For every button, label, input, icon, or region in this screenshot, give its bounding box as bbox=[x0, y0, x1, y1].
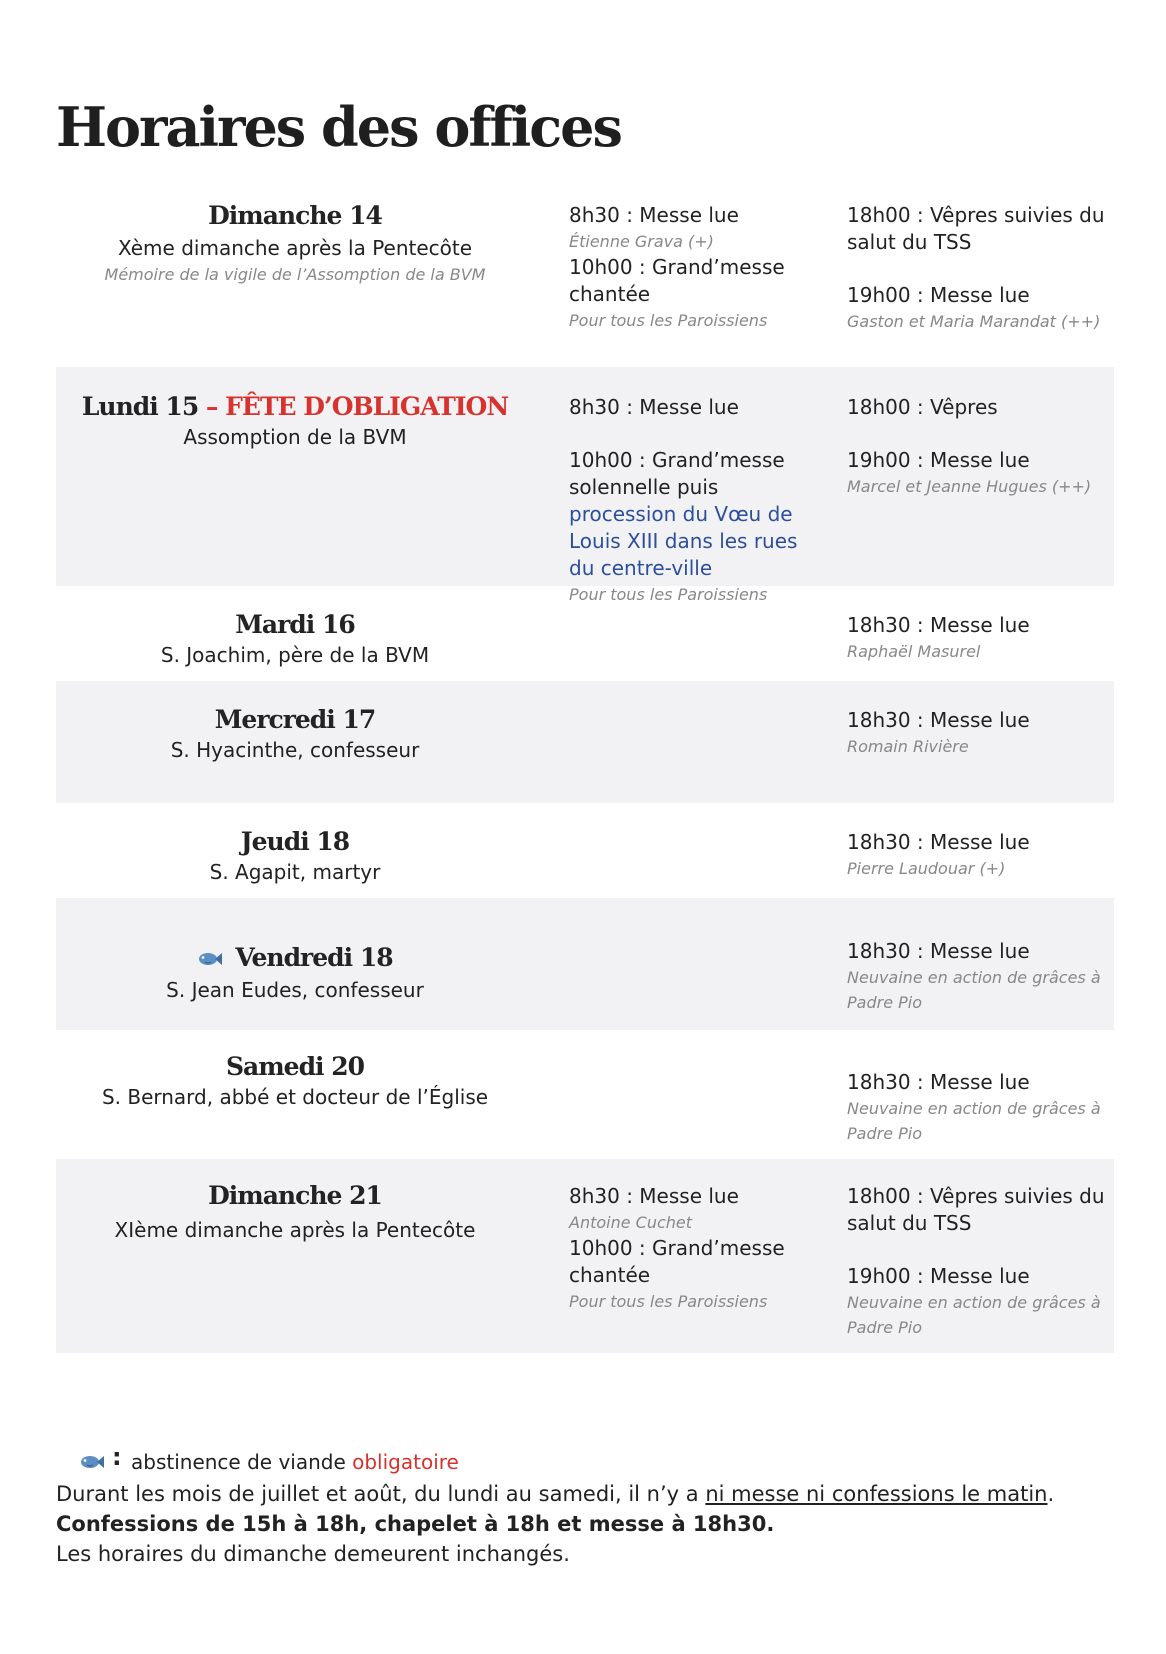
day-feast: S. Hyacinthe, confesseur bbox=[170, 738, 420, 762]
service-time: 8h30 : Messe lue bbox=[569, 395, 739, 419]
service-time: 18h00 : Vêpres bbox=[847, 395, 998, 419]
service-time: 19h00 : Messe lue bbox=[847, 1264, 1030, 1288]
day-name-line bbox=[56, 391, 534, 423]
schedule-row-mardi-16 bbox=[56, 586, 1114, 681]
morning-services bbox=[569, 394, 829, 607]
service-time: 18h30 : Messe lue bbox=[847, 939, 1030, 963]
page-title: Horaires des offices bbox=[56, 95, 621, 159]
confessions-notice: Confessions de 15h à 18h, chapelet à 18h et messe à 18h30. bbox=[56, 1512, 775, 1536]
mass-intention: Marcel et Jeanne Hugues (++) bbox=[847, 477, 1092, 496]
mass-intention: Antoine Cuchet bbox=[569, 1213, 693, 1232]
evening-services bbox=[847, 829, 1109, 881]
summer-notice bbox=[56, 1479, 1116, 1509]
day-name: Samedi 20 bbox=[225, 1052, 365, 1081]
day-name: Dimanche 14 bbox=[208, 201, 382, 230]
legend-colon: : bbox=[112, 1443, 122, 1471]
evening-services bbox=[847, 394, 1109, 499]
schedule-table bbox=[56, 200, 1114, 1353]
morning-services bbox=[569, 202, 829, 333]
day-name: Mercredi 17 bbox=[214, 705, 376, 734]
mass-intention: Neuvaine en action de grâces à Padre Pio bbox=[847, 1099, 1101, 1143]
legend-highlight: obligatoire bbox=[352, 1450, 459, 1474]
mass-intention: Neuvaine en action de grâces à Padre Pio bbox=[847, 1293, 1101, 1337]
mass-intention: Pour tous les Paroissiens bbox=[569, 1292, 768, 1311]
day-feast: S. Bernard, abbé et docteur de l’Église bbox=[101, 1085, 489, 1109]
day-feast: S. Jean Eudes, confesseur bbox=[166, 977, 424, 1002]
abstinence-legend bbox=[56, 1445, 1116, 1479]
mass-intention: Romain Rivière bbox=[847, 737, 969, 756]
procession-highlight: procession du Vœu de Louis XIII dans les rues du centre-ville bbox=[569, 502, 798, 580]
service-time: 19h00 : Messe lue bbox=[847, 283, 1030, 307]
service-time: 10h00 : Grand’messe solennelle puis bbox=[569, 448, 785, 499]
day-feast: XIème dimanche après la Pentecôte bbox=[114, 1218, 476, 1242]
schedule-row-dimanche-21 bbox=[56, 1159, 1114, 1353]
fish-icon bbox=[79, 1449, 105, 1479]
mass-intention: Gaston et Maria Marandat (++) bbox=[847, 312, 1101, 331]
mass-intention: Raphaël Masurel bbox=[847, 642, 981, 661]
day-name: Vendredi 18 bbox=[235, 943, 393, 972]
evening-services bbox=[847, 1183, 1109, 1340]
mass-intention: Étienne Grava (+) bbox=[569, 232, 714, 251]
service-time: 18h30 : Messe lue bbox=[847, 613, 1030, 637]
legend-text-line bbox=[131, 1447, 459, 1477]
footer-notes bbox=[56, 1445, 1116, 1569]
schedule-row-dimanche-14 bbox=[56, 200, 1114, 367]
fish-icon bbox=[197, 944, 223, 976]
day-name: Jeudi 18 bbox=[240, 827, 350, 856]
service-time: 10h00 : Grand’messe chantée bbox=[569, 1236, 785, 1287]
service-time: 18h00 : Vêpres suivies du salut du TSS bbox=[847, 1184, 1105, 1235]
day-feast: S. Joachim, père de la BVM bbox=[160, 643, 430, 667]
service-time: 18h30 : Messe lue bbox=[847, 1070, 1030, 1094]
legend-text: abstinence de viande bbox=[131, 1450, 346, 1474]
obligation-label: FÊTE D’OBLIGATION bbox=[225, 392, 509, 421]
day-name: Mardi 16 bbox=[235, 610, 355, 639]
mass-intention: Pour tous les Paroissiens bbox=[569, 585, 768, 604]
schedule-row-samedi-20 bbox=[56, 1030, 1114, 1159]
evening-services bbox=[847, 202, 1109, 334]
day-feast: Assomption de la BVM bbox=[183, 425, 407, 449]
mass-intention: Neuvaine en action de grâces à Padre Pio bbox=[847, 968, 1101, 1012]
day-name: Dimanche 21 bbox=[208, 1181, 382, 1210]
mass-intention: Pour tous les Paroissiens bbox=[569, 311, 768, 330]
service-time: 8h30 : Messe lue bbox=[569, 1184, 739, 1208]
morning-services bbox=[569, 1183, 829, 1314]
evening-services bbox=[847, 938, 1109, 1015]
service-time: 19h00 : Messe lue bbox=[847, 448, 1030, 472]
mass-intention: Pierre Laudouar (+) bbox=[847, 859, 1006, 878]
service-time: 8h30 : Messe lue bbox=[569, 203, 739, 227]
service-time: 18h30 : Messe lue bbox=[847, 708, 1030, 732]
day-name-line bbox=[56, 942, 534, 976]
day-separator: – bbox=[198, 392, 226, 421]
day-note: Mémoire de la vigile de l’Assomption de la BVM bbox=[104, 265, 486, 284]
evening-services bbox=[847, 707, 1109, 759]
summer-notice-text: Durant les mois de juillet et août, du lundi au samedi, il n’y a bbox=[56, 1482, 699, 1506]
evening-services bbox=[847, 612, 1109, 664]
evening-services bbox=[847, 1069, 1109, 1146]
day-feast: Xème dimanche après la Pentecôte bbox=[117, 236, 473, 260]
day-feast: S. Agapit, martyr bbox=[209, 860, 381, 884]
summer-notice-end: . bbox=[1047, 1482, 1055, 1506]
sunday-notice: Les horaires du dimanche demeurent inchangés. bbox=[56, 1542, 570, 1566]
summer-notice-underline: ni messe ni confessions le matin bbox=[705, 1482, 1048, 1506]
schedule-row-jeudi-18 bbox=[56, 803, 1114, 898]
schedule-row-mercredi-17 bbox=[56, 681, 1114, 803]
service-time: 10h00 : Grand’messe chantée bbox=[569, 255, 785, 306]
schedule-row-lundi-15 bbox=[56, 367, 1114, 604]
service-time: 18h30 : Messe lue bbox=[847, 830, 1030, 854]
service-time: 18h00 : Vêpres suivies du salut du TSS bbox=[847, 203, 1105, 254]
schedule-row-vendredi-18 bbox=[56, 898, 1114, 1030]
day-name: Lundi 15 bbox=[81, 392, 199, 421]
